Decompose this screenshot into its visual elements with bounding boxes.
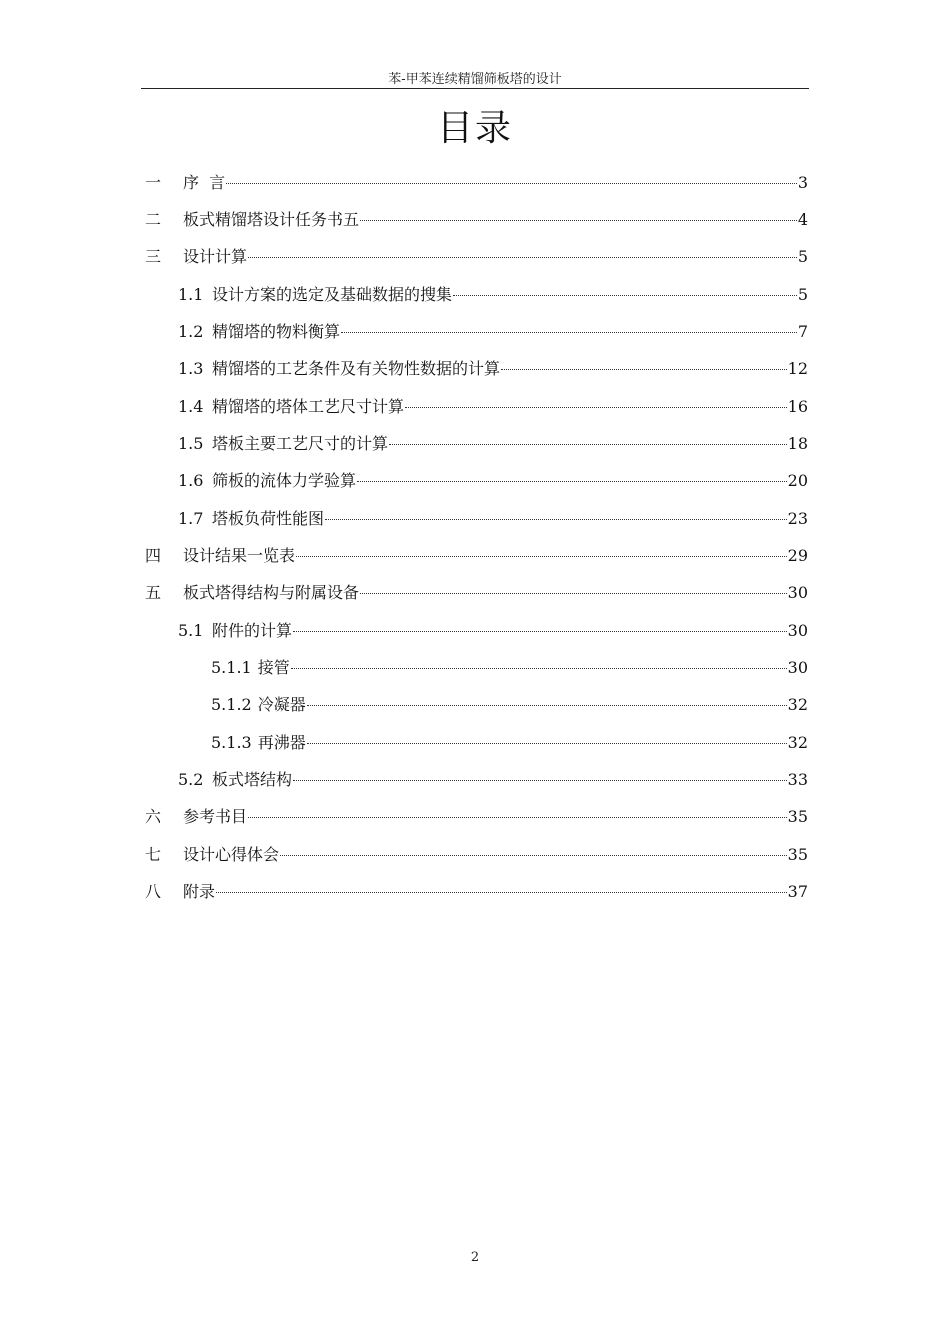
toc-entry-title: 接管 <box>257 658 290 677</box>
toc-entry[interactable] <box>145 170 808 196</box>
toc-entry-page: 33 <box>787 770 808 789</box>
toc-dot-leader <box>357 481 787 482</box>
toc-dot-leader <box>293 631 787 632</box>
toc-entry-title: 序 言 <box>183 173 226 192</box>
toc-entry-number: 5.1 <box>178 621 204 640</box>
toc-entry-page: 16 <box>787 397 808 416</box>
toc-entry-number: 5.1.2 <box>211 695 252 714</box>
toc-entry-page: 18 <box>787 434 808 453</box>
toc-entry-number: 5.2 <box>178 770 204 789</box>
toc-dot-leader <box>296 556 787 557</box>
toc-entry[interactable] <box>145 842 808 868</box>
toc-dot-leader <box>291 668 787 669</box>
toc-dot-leader <box>341 332 797 333</box>
toc-entry-page: 29 <box>787 546 808 565</box>
toc-entry-page: 35 <box>787 845 808 864</box>
toc-dot-leader <box>216 892 787 893</box>
toc-dot-leader <box>280 855 787 856</box>
toc-entry-title: 精馏塔的塔体工艺尺寸计算 <box>212 397 405 416</box>
toc-dot-leader <box>226 183 797 184</box>
toc-dot-leader <box>501 369 787 370</box>
toc-entry-title: 筛板的流体力学验算 <box>212 471 357 490</box>
running-header: 苯-甲苯连续精馏筛板塔的设计 <box>388 72 562 87</box>
toc-entry-title: 板式塔得结构与附属设备 <box>183 583 360 602</box>
toc-entry-title: 设计方案的选定及基础数据的搜集 <box>212 285 453 304</box>
toc-entry[interactable] <box>145 804 808 830</box>
toc-entry-number: 1.2 <box>178 322 204 341</box>
toc-entry[interactable] <box>178 282 808 308</box>
toc-entry-title: 设计计算 <box>183 247 248 266</box>
toc-entry[interactable] <box>145 879 808 905</box>
toc-entry-title: 塔板负荷性能图 <box>212 509 325 528</box>
toc-dot-leader <box>307 705 787 706</box>
toc-entry-page: 32 <box>787 695 808 714</box>
toc-entry-page: 5 <box>797 247 808 266</box>
toc-entry-title: 设计结果一览表 <box>183 546 296 565</box>
toc-entry-page: 5 <box>797 285 808 304</box>
toc-entry-page: 20 <box>787 471 808 490</box>
toc-entry-number: 1.4 <box>178 397 204 416</box>
toc-entry-title: 板式精馏塔设计任务书五 <box>183 210 360 229</box>
toc-entry[interactable] <box>211 692 808 718</box>
toc-dot-leader <box>453 295 797 296</box>
toc-entry-number: 五 <box>145 583 162 602</box>
toc-entry[interactable] <box>178 767 808 793</box>
toc-entry-page: 3 <box>797 173 808 192</box>
page-number: 2 <box>470 1250 480 1265</box>
toc-entry[interactable] <box>145 244 808 270</box>
toc-entry-number: 1.5 <box>178 434 204 453</box>
toc-entry-page: 30 <box>787 621 808 640</box>
toc-entry[interactable] <box>145 580 808 606</box>
toc-entry-number: 二 <box>145 210 162 229</box>
toc-entry-title: 附录 <box>183 882 216 901</box>
toc-entry-title: 冷凝器 <box>257 695 306 714</box>
toc-entry-number: 1.6 <box>178 471 204 490</box>
toc-entry-page: 32 <box>787 733 808 752</box>
toc-entry-number: 1.3 <box>178 359 204 378</box>
toc-entry-number: 5.1.3 <box>211 733 252 752</box>
toc-entry-page: 12 <box>787 359 808 378</box>
toc-dot-leader <box>405 407 787 408</box>
toc-entry-number: 四 <box>145 546 162 565</box>
toc-entry[interactable] <box>211 655 808 681</box>
toc-entry-title: 设计心得体会 <box>183 845 280 864</box>
toc-entry[interactable] <box>178 319 808 345</box>
toc-dot-leader <box>360 593 787 594</box>
toc-entry[interactable] <box>178 506 808 532</box>
toc-dot-leader <box>389 444 787 445</box>
toc-entry-title: 参考书目 <box>183 807 248 826</box>
toc-entry-number: 六 <box>145 807 162 826</box>
toc-entry-number: 七 <box>145 845 162 864</box>
toc-dot-leader <box>248 257 797 258</box>
toc-entry[interactable] <box>178 431 808 457</box>
toc-entry[interactable] <box>178 468 808 494</box>
toc-entry-title: 塔板主要工艺尺寸的计算 <box>212 434 389 453</box>
toc-entry[interactable] <box>178 394 808 420</box>
toc-entry-number: 5.1.1 <box>211 658 252 677</box>
toc-entry-page: 37 <box>787 882 808 901</box>
toc-entry-number: 1.7 <box>178 509 204 528</box>
toc-entry[interactable] <box>145 543 808 569</box>
toc-entry-title: 精馏塔的物料衡算 <box>212 322 341 341</box>
toc-entry-number: 一 <box>145 173 162 192</box>
toc-entry-title: 附件的计算 <box>212 621 293 640</box>
toc-entry[interactable] <box>211 730 808 756</box>
toc-dot-leader <box>325 519 787 520</box>
toc-entry[interactable] <box>178 356 808 382</box>
toc-entry-number: 八 <box>145 882 162 901</box>
toc-entry-page: 35 <box>787 807 808 826</box>
toc-entry-title: 再沸器 <box>257 733 306 752</box>
toc-entry-page: 4 <box>797 210 808 229</box>
page-title: 目录 <box>436 108 513 149</box>
toc-entry-number: 三 <box>145 247 162 266</box>
toc-entry-page: 30 <box>787 658 808 677</box>
toc-entry-title: 精馏塔的工艺条件及有关物性数据的计算 <box>212 359 501 378</box>
toc-entry-page: 23 <box>787 509 808 528</box>
toc-entry[interactable] <box>145 207 808 233</box>
toc-entry[interactable] <box>178 618 808 644</box>
toc-entry-page: 30 <box>787 583 808 602</box>
toc-dot-leader <box>360 220 797 221</box>
toc-dot-leader <box>293 780 787 781</box>
toc-dot-leader <box>248 817 787 818</box>
toc-dot-leader <box>307 743 787 744</box>
toc-entry-title: 板式塔结构 <box>212 770 293 789</box>
toc-entry-page: 7 <box>797 322 808 341</box>
toc-entry-number: 1.1 <box>178 285 204 304</box>
